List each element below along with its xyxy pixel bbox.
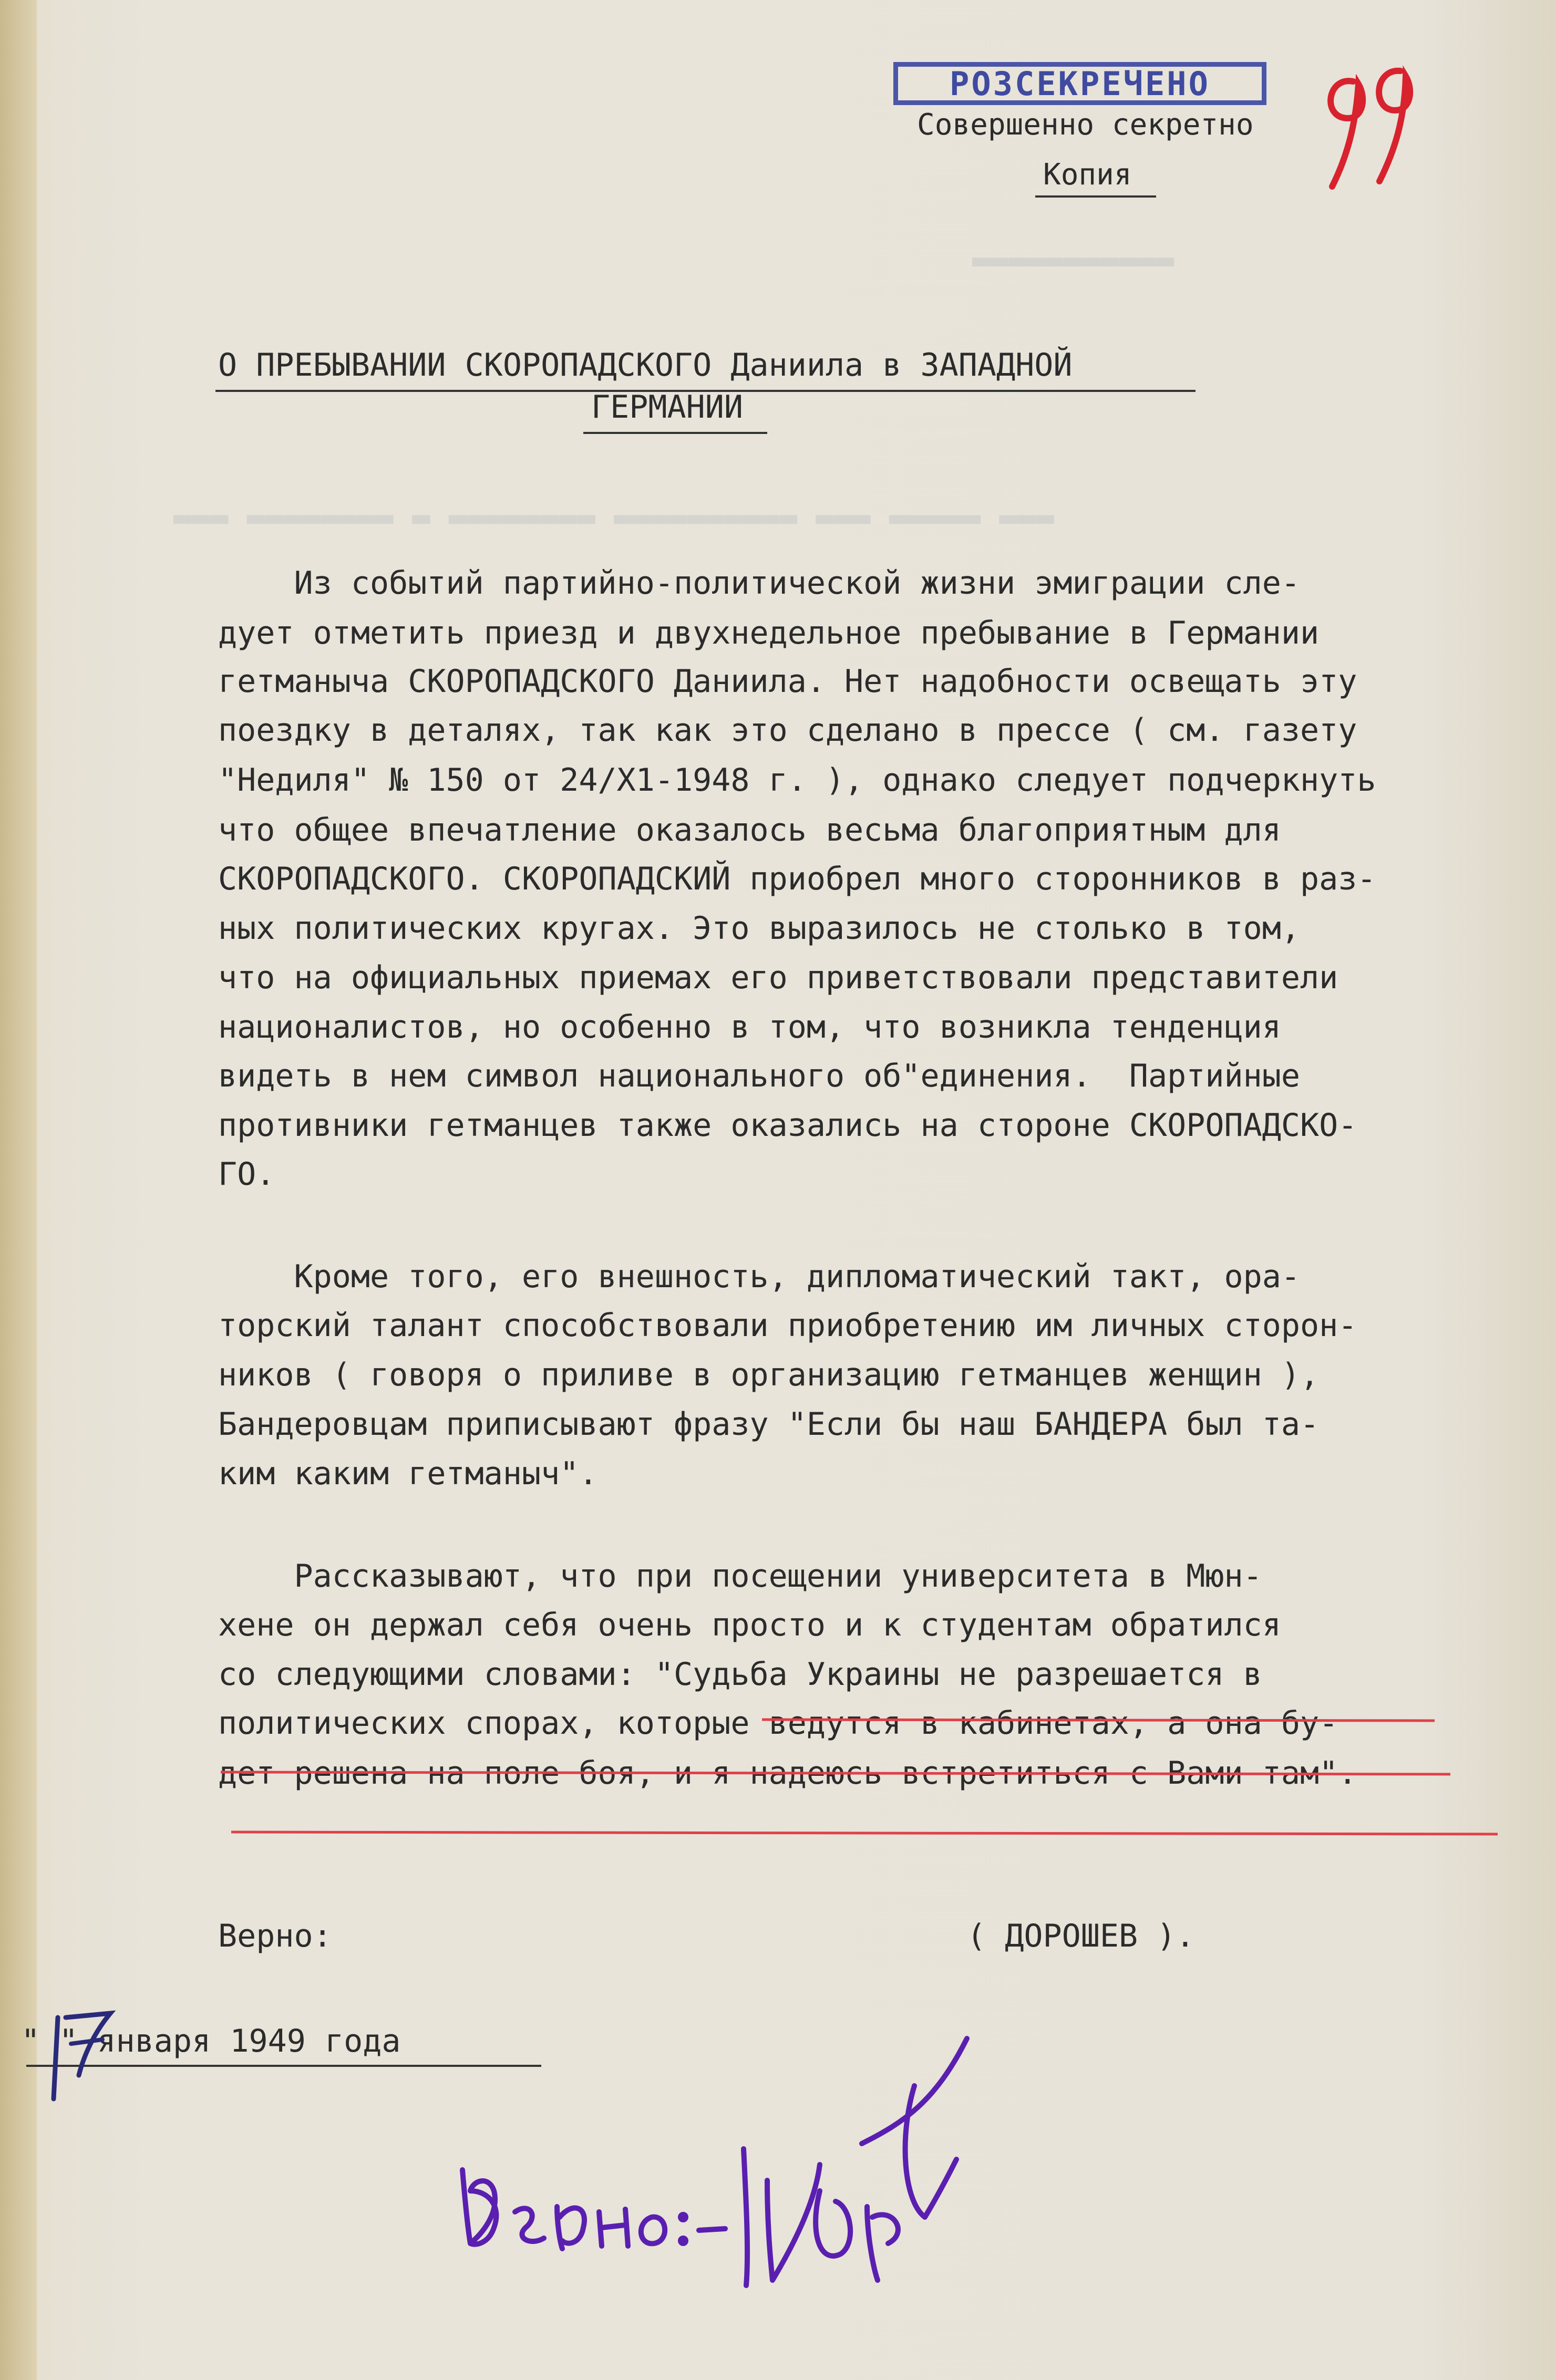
body-text-line: торский талант способствовали приобретению им личных сторон-	[218, 1307, 1357, 1344]
signatory-name: ( ДОРОШЕВ ).	[967, 1918, 1195, 1954]
document-title-line2: ГЕРМАНИИ	[591, 389, 743, 426]
classification-label: Совершенно секретно	[917, 108, 1254, 142]
body-text-line: Бандеровцам приписывают фразу "Если бы наш БАНДЕРА был та-	[218, 1406, 1320, 1443]
handwritten-signature	[452, 2033, 977, 2317]
body-text-line: что общее впечатление оказалось весьма благоприятным для	[218, 812, 1281, 848]
red-pencil-underline	[210, 1715, 1524, 1852]
document-date: " " января 1949 года	[21, 2023, 401, 2060]
document-title-line1: О ПРЕБЫВАНИИ СКОРОПАДСКОГО Даниила в ЗАПАДНОЙ	[218, 347, 1073, 384]
body-text-line: противники гетманцев также оказались на стороне СКОРОПАДСКО-	[218, 1107, 1357, 1144]
verified-label: Верно:	[218, 1918, 332, 1954]
body-text-line: СКОРОПАДСКОГО. СКОРОПАДСКИЙ приобрел много сторонников в раз-	[218, 861, 1376, 897]
body-text-line: Рассказывают, что при посещении университета в Мюн-	[218, 1558, 1262, 1595]
body-text-line: поездку в деталях, так как это сделано в прессе ( см. газету	[218, 712, 1357, 749]
body-text-line: ГО.	[218, 1156, 275, 1193]
body-text-line: дует отметить приезд и двухнедельное пребывание в Германии	[218, 615, 1320, 651]
declassified-stamp: РОЗСЕКРЕЧЕНО	[893, 62, 1266, 105]
body-text-line: хене он держал себя очень просто и к студентам обратился	[218, 1607, 1281, 1643]
body-text-line: со следующими словами: "Судьба Украины не разрешается в	[218, 1656, 1262, 1693]
body-text-line: ким каким гетманыч".	[218, 1455, 598, 1492]
title-underline	[583, 432, 767, 434]
copy-underline	[1035, 195, 1156, 198]
body-text-line: дет решена на поле боя, и я надеюсь встретиться с Вами там".	[218, 1755, 1357, 1792]
body-text-line: гетманыча СКОРОПАДСКОГО Даниила. Нет надобности освещать эту	[218, 663, 1357, 700]
date-day-handwritten	[42, 2007, 116, 2107]
show-through-text: ▬▬▬ ▬▬▬▬▬▬▬▬ ▬ ▬▬▬▬▬▬▬▬ ▬▬▬▬▬▬▬▬▬▬ ▬▬▬ ▬▬▬▬▬ ▬▬▬	[173, 499, 1055, 535]
body-text-line: что на официальных приемах его приветствовали представители	[218, 959, 1338, 996]
show-through-text: ▬▬▬▬▬▬▬▬▬▬▬	[972, 242, 1174, 277]
body-text-line: "Недиля" № 150 от 24/Х1-1948 г. ), однако следует подчеркнуть	[218, 762, 1376, 799]
copy-label: Копия	[1043, 158, 1132, 192]
body-text-line: видеть в нем символ национального об"единения. Партийные	[218, 1058, 1301, 1094]
body-text-line: националистов, но особенно в том, что возникла тенденция	[218, 1009, 1281, 1046]
body-text-line: ных политических кругах. Это выразилось не столько в том,	[218, 910, 1301, 947]
body-text-line: ников ( говоря о приливе в организацию гетманцев женщин ),	[218, 1357, 1320, 1393]
handwritten-note-text: Верно:-	[452, 2033, 455, 2034]
page-number-handwritten	[1316, 60, 1421, 197]
body-text-line: Кроме того, его внешность, дипломатический такт, ора-	[218, 1258, 1301, 1295]
body-text-line: Из событий партийно-политической жизни эмиграции сле-	[218, 565, 1301, 602]
body-text-line: политических спорах, которые ведутся в кабинетах, а она бу-	[218, 1705, 1338, 1742]
